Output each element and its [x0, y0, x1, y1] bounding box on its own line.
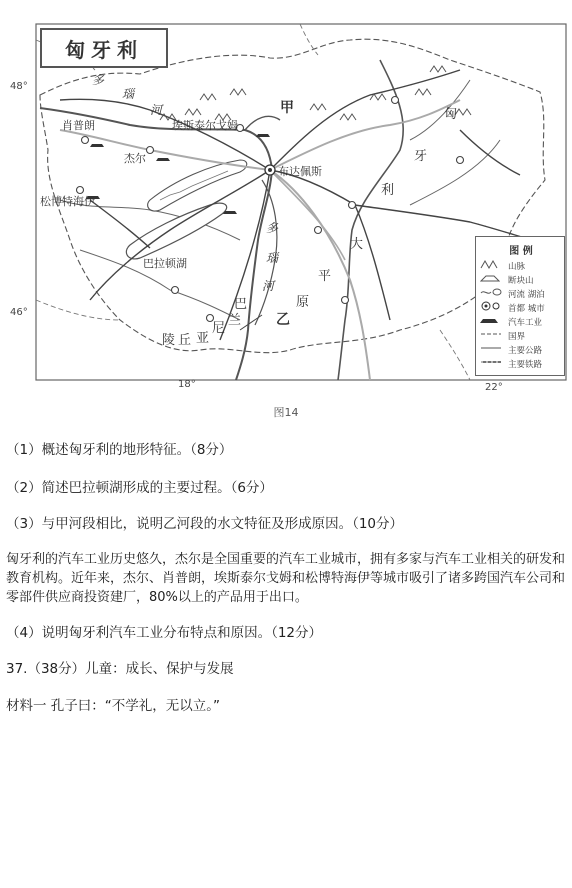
railway-line-icon: [480, 358, 506, 370]
lon-18-label: 18°: [178, 379, 196, 390]
material-1: 材料一 孔子曰：“不学礼，无以立。”: [6, 698, 221, 714]
question-2: （2）简述巴拉顿湖形成的主要过程。（6分）: [6, 480, 273, 496]
map-title: 匈牙利: [40, 28, 168, 68]
map-legend: [475, 236, 565, 376]
city-budapest: 布达佩斯: [278, 165, 322, 178]
country-char-1: 匈: [444, 107, 458, 122]
city-szombathely: 松博特海伊: [40, 195, 95, 208]
city-gyor: 杰尔: [124, 152, 146, 165]
border-line-icon: [480, 330, 506, 342]
passage-car-industry: 匈牙利的汽车工业历史悠久，杰尔是全国重要的汽车工业城市，拥有多家与汽车工业相关的研发和教育机构。近年来，杰尔、肖普朗，埃斯泰尔戈姆和松博特海伊等城市吸引了诸多跨国汽车公司和零部件供应商投资建厂，80%以上的产品用于出口。: [6, 552, 566, 605]
country-char-3: 利: [381, 183, 395, 198]
legend-item-railway: 主要铁路: [480, 357, 564, 370]
legend-item-car-industry: 汽车工业: [480, 315, 564, 328]
point-b-label: 乙: [276, 312, 290, 328]
point-a-label: 甲: [280, 100, 294, 116]
question-3: （3）与甲河段相比，说明乙河段的水文特征及形成原因。（10分）: [6, 516, 404, 532]
capital-city-icon: [480, 302, 506, 314]
city-esztergom: 埃斯泰尔戈姆: [172, 119, 238, 132]
hills-char-3: 尼: [212, 321, 226, 336]
legend-item-border: 国界: [480, 329, 564, 342]
question-4: （4）说明匈牙利汽车工业分布特点和原因。（12分）: [6, 625, 323, 641]
hills-char-1: 巴: [234, 297, 248, 312]
legend-item-block-mountain: 断块山: [480, 273, 564, 286]
lake-balaton-label: 巴拉顿湖: [143, 257, 187, 270]
danube2-char-2: 瑙: [266, 251, 279, 265]
danube-char-2: 瑙: [122, 87, 135, 101]
question-1: （1）概述匈牙利的地形特征。（8分）: [6, 442, 233, 458]
legend-item-mountain: 山脉: [480, 259, 564, 272]
danube2-char-1: 多: [266, 221, 279, 235]
mountain-icon: [480, 260, 506, 272]
danube2-char-3: 河: [262, 279, 275, 293]
car-icon: [480, 316, 506, 328]
country-char-2: 牙: [414, 149, 428, 164]
lon-22-label: 22°: [485, 382, 503, 393]
block-mountain-icon: [480, 274, 506, 286]
hills-char-5: 陵: [162, 333, 176, 348]
lat-46-label: 46°: [10, 307, 28, 318]
danube-char-3: 河: [150, 103, 163, 117]
city-sopron: 肖普朗: [62, 119, 95, 132]
danube-char-1: 多: [92, 73, 105, 87]
question-37-heading: 37.（38分）儿童：成长、保护与发展: [6, 661, 234, 677]
hills-char-4: 亚: [196, 331, 210, 346]
legend-item-capital-city: 首都 城市: [480, 301, 564, 314]
road-line-icon: [480, 344, 506, 356]
plain-char-3: 原: [296, 295, 310, 310]
river-lake-icon: [480, 288, 506, 300]
lat-48-label: 48°: [10, 81, 28, 92]
legend-item-road: 主要公路: [480, 343, 564, 356]
hills-char-6: 丘: [178, 333, 192, 348]
legend-title: 图 例: [509, 246, 533, 257]
legend-item-river-lake: 河流 湖泊: [480, 287, 564, 300]
plain-char-2: 平: [318, 269, 332, 284]
figure-caption: 图14: [273, 406, 299, 419]
hungary-map-figure: [0, 0, 572, 425]
plain-char-1: 大: [350, 237, 364, 252]
hills-char-2: 兰: [228, 313, 242, 328]
